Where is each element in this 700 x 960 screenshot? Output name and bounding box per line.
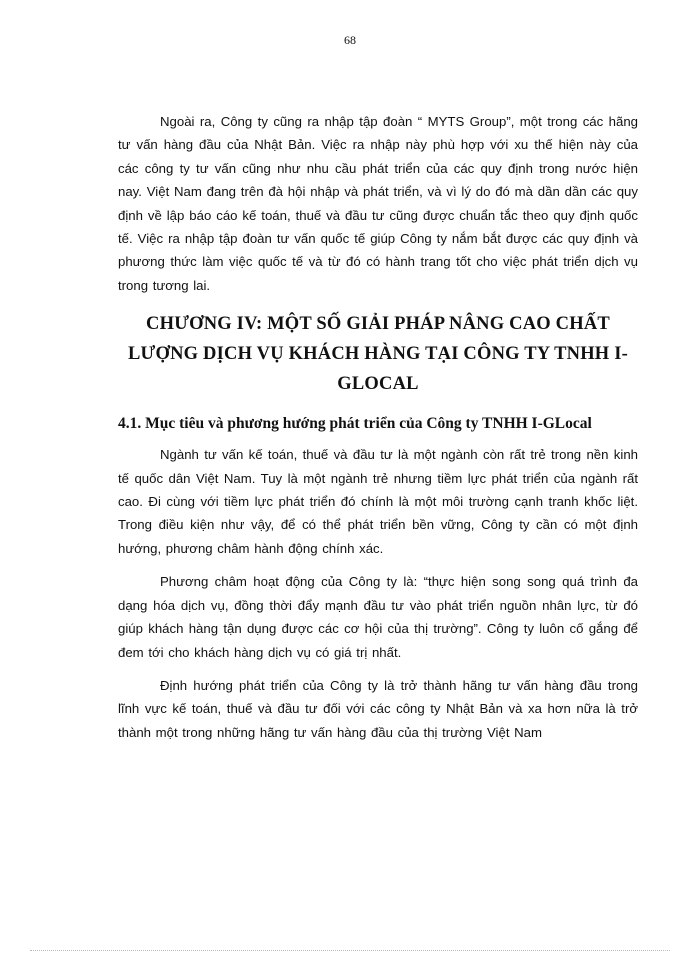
section-heading: 4.1. Mục tiêu và phương hướng phát triển của Công ty TNHH I-GLocal [118, 415, 592, 433]
document-body [118, 110, 638, 754]
chapter-title-line: LƯỢNG DỊCH VỤ KHÁCH HÀNG TẠI CÔNG TY TNHH I- [128, 344, 628, 365]
section-paragraph: Phương châm hoạt động của Công ty là: “thực hiện song song quá trình đa dạng hóa dịch vụ, đồng thời đẩy mạnh đầu tư vào phát triển nguồn nhân lực, từ đó giúp khách hàng tận dụng được các cơ hội của thị trường”. Công ty luôn cố gắng để đem tới cho khách hàng dịch vụ có giá trị nhất. [118, 574, 638, 660]
section-paragraph: Ngành tư vấn kế toán, thuế và đầu tư là một ngành còn rất trẻ trong nền kinh tế quốc dân Việt Nam. Tuy là một ngành trẻ nhưng tiềm lực phát triển của ngành rất cao. Đi cùng với tiềm lực phát triển đó chính là một môi trường cạnh tranh khốc liệt. Trong điều kiện như vậy, để có thể phát triển bền vững, Công ty cần có một định hướng, phương châm hành động chính xác. [118, 447, 638, 556]
page-number: 68 [344, 33, 356, 47]
page-bottom-divider [30, 950, 670, 951]
chapter-title-line: CHƯƠNG IV: MỘT SỐ GIẢI PHÁP NÂNG CAO CHẤT [146, 314, 610, 335]
chapter-title [118, 309, 638, 399]
section-paragraph: Định hướng phát triển của Công ty là trở thành hãng tư vấn hàng đầu trong lĩnh vực kế toán, thuế và đầu tư đối với các công ty Nhật Bản và xa hơn nữa là trở thành một trong những hãng tư vấn hàng đầu của thị trường Việt Nam [118, 677, 638, 740]
chapter-title-line: GLOCAL [337, 374, 419, 395]
intro-paragraph: Ngoài ra, Công ty cũng ra nhập tập đoàn “ MYTS Group”, một trong các hãng tư vấn hàng đầu của Nhật Bản. Việc ra nhập này phù hợp với xu thế hiện này của các công ty tư vấn cũng như nhu cầu phát triển của các quy định trong nước hiện nay. Việt Nam đang trên đà hội nhập và phát triển, và vì lý do đó mà dần dần các quy định về lập báo cáo kế toán, thuế và đầu tư cũng được chuẩn tắc theo quy định quốc tế. Việc ra nhập tập đoàn tư vấn quốc tế giúp Công ty nắm bắt được các quy định và phương thức làm việc quốc tế và từ đó có hành trang tốt cho việc phát triển dịch vụ trong tương lai. [118, 114, 638, 293]
